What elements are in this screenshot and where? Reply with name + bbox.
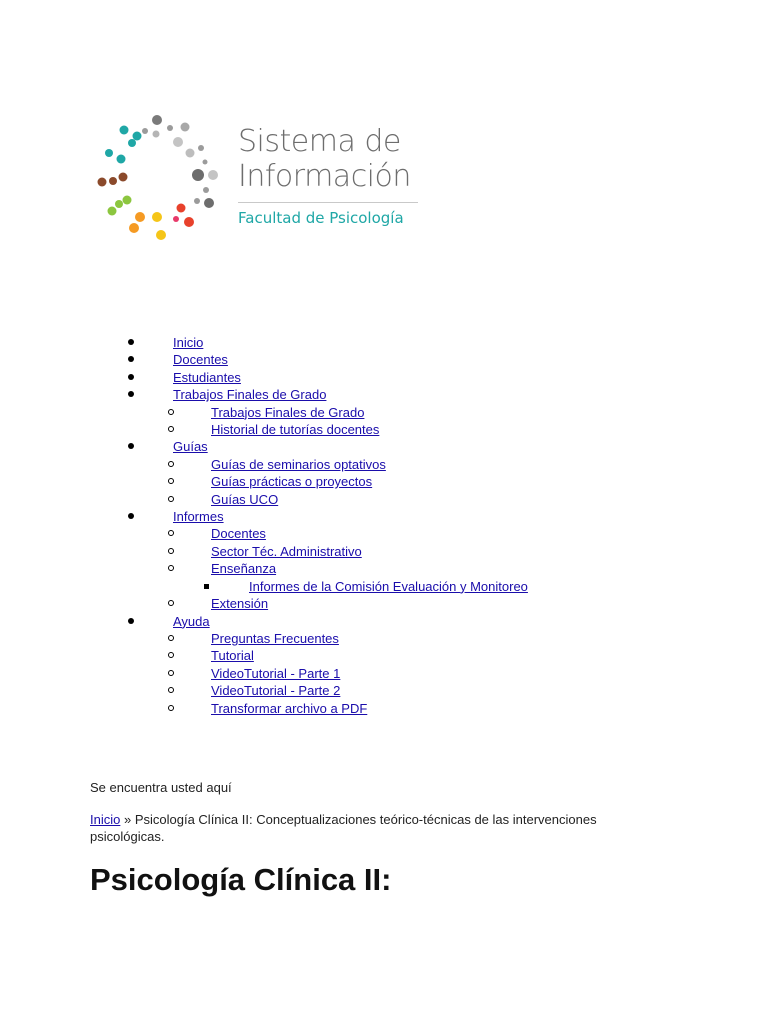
nav-link-sector-tec-administrativo[interactable]: Sector Téc. Administrativo (211, 543, 362, 559)
nav-item-transformar-archivo-a-pdf (173, 700, 768, 717)
nav-sublist (211, 578, 768, 595)
bullet-circle-icon (168, 565, 174, 571)
nav-item-guias-practicas-o-proyectos (173, 473, 768, 490)
bullet-circle-icon (168, 530, 174, 536)
nav-item-guias (0, 438, 768, 508)
nav-link-ensenanza[interactable]: Enseñanza (211, 561, 277, 577)
nav-item-trabajos-finales-de-grado (0, 386, 768, 438)
bullet-circle-icon (168, 687, 174, 693)
nav-item-estudiantes (0, 369, 768, 386)
nav-link-guias-practicas-o-proyectos[interactable]: Guías prácticas o proyectos (211, 474, 373, 490)
bullet-disc-icon (128, 513, 134, 519)
nav-list (0, 334, 768, 717)
breadcrumb (90, 811, 650, 845)
bullet-circle-icon (168, 652, 174, 658)
logo-title-line2: Información (238, 159, 411, 194)
nav-sublist (0, 456, 768, 508)
nav-item-docentes (173, 525, 768, 542)
bullet-disc-icon (128, 443, 134, 449)
nav-item-inicio (0, 334, 768, 351)
nav-item-extension (173, 595, 768, 612)
nav-item-docentes (0, 351, 768, 368)
nav-link-guias-de-seminarios-optativos[interactable]: Guías de seminarios optativos (211, 456, 386, 472)
bullet-circle-icon (168, 409, 174, 415)
nav-item-historial-de-tutorias-docentes (173, 421, 768, 438)
site-logo[interactable] (96, 110, 436, 245)
logo-title-line1: Sistema de (238, 124, 401, 159)
nav-link-videotutorial-parte-2[interactable]: VideoTutorial - Parte 2 (211, 683, 341, 699)
breadcrumb-home-link[interactable]: Inicio (90, 812, 121, 827)
bullet-circle-icon (168, 548, 174, 554)
logo-subtitle: Facultad de Psicología (238, 209, 404, 227)
bullet-circle-icon (168, 705, 174, 711)
bullet-disc-icon (128, 618, 134, 624)
breadcrumb-separator: » (120, 812, 135, 827)
bullet-disc-icon (128, 339, 134, 345)
bullet-circle-icon (168, 600, 174, 606)
bullet-square-icon (204, 584, 209, 589)
nav-item-sector-tec-administrativo (173, 543, 768, 560)
nav-link-trabajos-finales-de-grado[interactable]: Trabajos Finales de Grado (173, 387, 327, 403)
bullet-circle-icon (168, 635, 174, 641)
nav-item-informes-de-la-comision-evaluacion-y-monitoreo (211, 578, 768, 595)
nav-link-videotutorial-parte-1[interactable]: VideoTutorial - Parte 1 (211, 665, 341, 681)
logo-divider (238, 202, 418, 203)
dot-circle-logo-icon (96, 110, 226, 245)
nav-link-trabajos-finales-de-grado[interactable]: Trabajos Finales de Grado (211, 404, 365, 420)
nav-item-preguntas-frecuentes (173, 630, 768, 647)
nav-sublist (0, 630, 768, 717)
bullet-disc-icon (128, 374, 134, 380)
nav-item-videotutorial-parte-1 (173, 665, 768, 682)
nav-item-ayuda (0, 613, 768, 717)
nav-item-ensenanza (173, 560, 768, 595)
bullet-circle-icon (168, 461, 174, 467)
nav-link-guias-uco[interactable]: Guías UCO (211, 491, 279, 507)
nav-sublist (0, 525, 768, 612)
bullet-circle-icon (168, 496, 174, 502)
nav-link-estudiantes[interactable]: Estudiantes (173, 369, 241, 385)
nav-link-ayuda[interactable]: Ayuda (173, 613, 210, 629)
nav-item-trabajos-finales-de-grado (173, 404, 768, 421)
nav-link-docentes[interactable]: Docentes (173, 352, 228, 368)
nav-item-guias-de-seminarios-optativos (173, 456, 768, 473)
nav-item-videotutorial-parte-2 (173, 682, 768, 699)
nav-link-informes-de-la-comision-evaluacion-y-monitoreo[interactable]: Informes de la Comisión Evaluación y Monitoreo (249, 578, 528, 594)
bullet-circle-icon (168, 478, 174, 484)
logo-text (238, 124, 428, 227)
nav-link-preguntas-frecuentes[interactable]: Preguntas Frecuentes (211, 630, 339, 646)
main-navigation (0, 334, 768, 717)
nav-link-transformar-archivo-a-pdf[interactable]: Transformar archivo a PDF (211, 700, 368, 716)
nav-link-docentes[interactable]: Docentes (211, 526, 266, 542)
nav-link-extension[interactable]: Extensión (211, 596, 269, 612)
nav-item-guias-uco (173, 491, 768, 508)
nav-item-informes (0, 508, 768, 612)
nav-link-inicio[interactable]: Inicio (173, 335, 204, 350)
page-title: Psicología Clínica II: (90, 862, 392, 897)
bullet-circle-icon (168, 426, 174, 432)
bullet-circle-icon (168, 670, 174, 676)
nav-sublist (0, 404, 768, 439)
nav-link-tutorial[interactable]: Tutorial (211, 648, 254, 664)
nav-link-historial-de-tutorias-docentes[interactable]: Historial de tutorías docentes (211, 422, 380, 438)
bullet-disc-icon (128, 356, 134, 362)
nav-item-tutorial (173, 647, 768, 664)
nav-link-informes[interactable]: Informes (173, 509, 224, 525)
breadcrumb-label: Se encuentra usted aquí (90, 780, 232, 795)
breadcrumb-current: Psicología Clínica II: Conceptualizaciones teórico-técnicas de las intervenciones psicológicas. (90, 812, 597, 844)
nav-link-guias[interactable]: Guías (173, 439, 208, 455)
bullet-disc-icon (128, 391, 134, 397)
